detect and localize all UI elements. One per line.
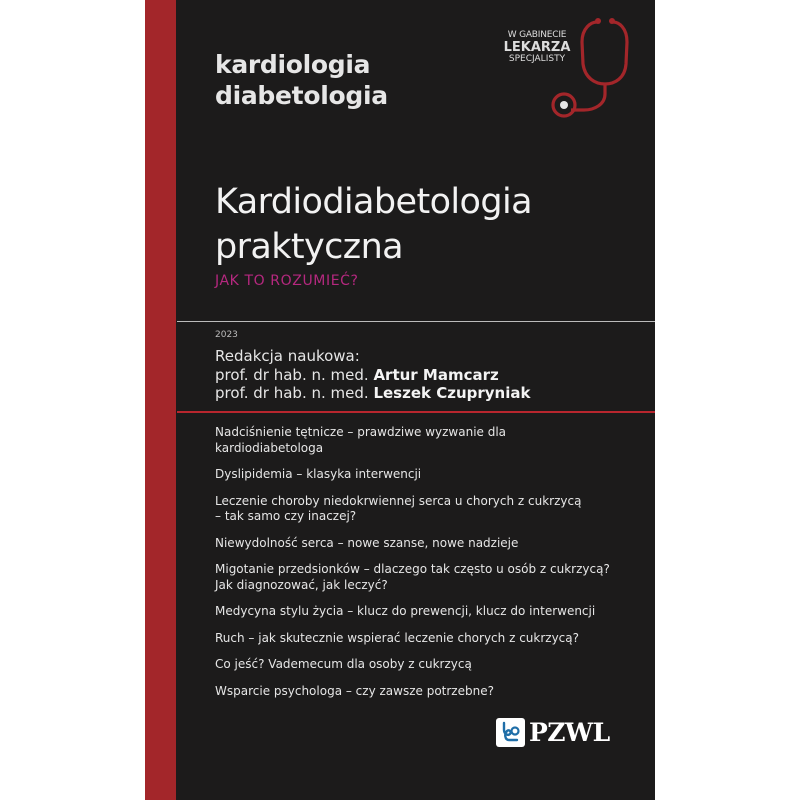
editor-2 <box>215 384 530 403</box>
topic-item <box>215 657 610 673</box>
topics-list <box>215 425 610 710</box>
series-line-2: diabetologia <box>215 81 388 110</box>
editors-block <box>215 347 530 403</box>
topic-line: Nadciśnienie tętnicze – prawdziwe wyzwanie dla <box>215 425 507 439</box>
editor-2-name: Leszek Czupryniak <box>373 384 531 402</box>
topic-item <box>215 536 610 552</box>
pzwl-logo-icon <box>496 718 525 747</box>
topic-line: Migotanie przedsionków – dlaczego tak często u osób z cukrzycą? <box>215 562 610 576</box>
spine-stripe <box>145 0 176 800</box>
editor-2-prefix: prof. dr hab. n. med. <box>215 384 369 402</box>
series-line-1: kardiologia <box>215 50 371 79</box>
topic-item <box>215 631 610 647</box>
editor-1-name: Artur Mamcarz <box>373 365 499 384</box>
book-subtitle: JAK TO ROZUMIEĆ? <box>215 273 359 289</box>
publication-year: 2023 <box>215 330 238 340</box>
topic-item <box>215 562 610 593</box>
book-title <box>215 180 532 270</box>
topic-item <box>215 494 610 525</box>
title-line-2: praktyczna <box>215 227 404 267</box>
book-cover <box>145 0 655 800</box>
topic-line: Dyslipidemia – klasyka interwencji <box>215 467 422 481</box>
topic-line: Wsparcie psychologa – czy zawsze potrzebne? <box>215 683 494 698</box>
badge-line-1: W GABINECIE <box>507 30 567 40</box>
topic-line: Ruch – jak skutecznie wspierać leczenie chorych z cukrzycą? <box>215 630 579 645</box>
editors-label: Redakcja naukowa: <box>215 347 360 365</box>
accent-divider <box>177 411 655 413</box>
title-line-1: Kardiodiabetologia <box>215 182 532 222</box>
editor-1-prefix: prof. dr hab. n. med. <box>215 365 369 384</box>
topic-line: Jak diagnozować, jak leczyć? <box>215 577 388 592</box>
topic-line: Co jeść? Vademecum dla osoby z cukrzycą <box>215 657 472 671</box>
badge-line-2: LEKARZA <box>503 40 571 55</box>
topic-line: Niewydolność serca – nowe szanse, nowe nadzieje <box>215 535 519 550</box>
topic-line: Medycyna stylu życia – klucz do prewencji, klucz do interwencji <box>215 604 596 618</box>
publisher-logo <box>496 718 610 747</box>
topic-line: kardiodiabetologa <box>215 440 324 455</box>
series-title <box>215 49 388 111</box>
editor-1 <box>215 366 530 385</box>
topic-line: – tak samo czy inaczej? <box>215 509 357 523</box>
topic-item <box>215 467 610 483</box>
divider-line <box>177 321 655 322</box>
publisher-name: PZWL <box>529 718 610 747</box>
topic-item <box>215 425 610 456</box>
topic-item <box>215 684 610 700</box>
stethoscope-icon <box>535 14 635 126</box>
topic-line: Leczenie choroby niedokrwiennej serca u chorych z cukrzycą <box>215 493 582 508</box>
topic-item <box>215 604 610 620</box>
badge-line-3: SPECJALISTY <box>508 54 566 64</box>
